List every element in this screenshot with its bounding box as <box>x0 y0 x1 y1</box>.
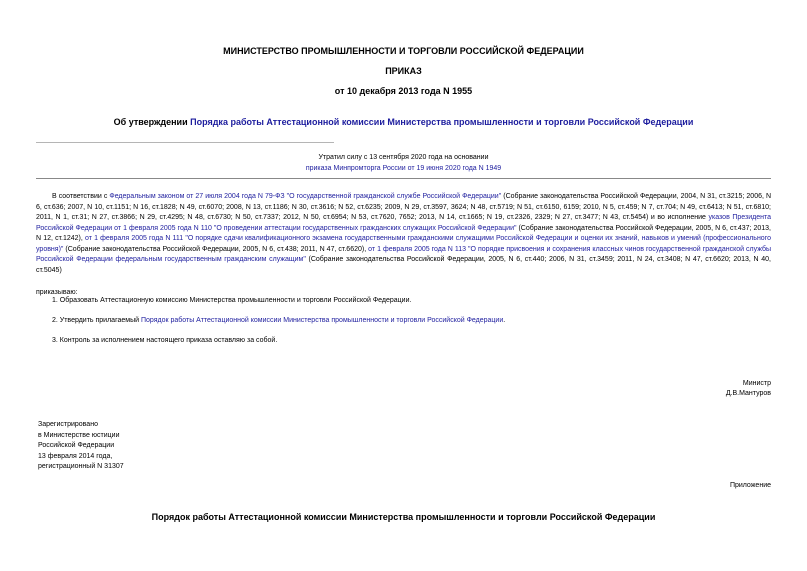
status-note-link[interactable]: приказа Минпромторга России от 19 июня 2020 года N 1949 <box>305 165 502 172</box>
registration-line-4: 13 февраля 2014 года, <box>38 452 113 460</box>
decree-110-link[interactable]: указов Президента Российской Федерации от 1 февраля 2005 года N 110 "О проведении аттестации государственных гражданских служащих Российской Федерации" <box>36 214 771 232</box>
ministry-heading: МИНИСТЕРСТВО ПРОМЫШЛЕННОСТИ И ТОРГОВЛИ РОССИЙСКОЙ ФЕДЕРАЦИИ <box>223 46 584 56</box>
registration-line-1: Зарегистрировано <box>38 421 98 428</box>
appendix-label: Приложение <box>729 482 771 489</box>
registration-line-2: в Министерстве юстиции <box>38 431 120 439</box>
order-title-prefix: Об утверждении <box>113 117 191 127</box>
item-2 <box>52 316 505 327</box>
order-date-number: от 10 декабря 2013 года N 1955 <box>334 86 473 96</box>
signature-position: Министр <box>742 380 771 387</box>
item-3: 3. Контроль за исполнением настоящего приказа оставляю за собой. <box>52 337 278 344</box>
signature-name: Д.В.Мантуров <box>725 390 771 397</box>
registration-block <box>38 420 124 473</box>
status-note-line1: Утратил силу с 13 сентября 2020 года на основании <box>318 154 489 161</box>
law-79fz-link[interactable]: Федеральным законом от 27 июля 2004 года N 79-ФЗ "О государственной гражданской службе Российской Федерации" <box>109 193 502 200</box>
registration-line-3: Российской Федерации <box>38 442 115 449</box>
order-title <box>0 117 807 127</box>
decree-111-link[interactable]: от 1 февраля 2005 года N 111 "О порядке сдачи квалификационного экзамена государственными гражданскими служащими Российской Федерации и оценки их знаний, навыков и умений (профессионального уровня)" <box>36 235 771 253</box>
preamble-text-1: В соответствии с <box>52 193 110 200</box>
preamble-text-5: (Собрание законодательства Российской Федерации, 2005, N 6, ст.440; 2006, N 31, ст.3459; 2011, N 24, ст.3408; N 47, ст.6620; 2013, N 40, ст.5045) <box>36 256 772 274</box>
item-2-prefix: 2. Утвердить прилагаемый <box>52 317 141 324</box>
order-title-link[interactable]: Порядка работы Аттестационной комиссии Министерства промышленности и торговли Российской Федерации <box>190 117 694 127</box>
divider-full <box>36 178 771 179</box>
item-1: 1. Образовать Аттестационную комиссию Министерства промышленности и торговли Российской Федерации. <box>52 297 412 304</box>
appendix-title: Порядок работы Аттестационной комиссии Министерства промышленности и торговли Российской Федерации <box>151 512 656 522</box>
doc-type-heading: ПРИКАЗ <box>385 66 422 76</box>
preamble-text-4: (Собрание законодательства Российской Федерации, 2005, N 6, ст.438; 2011, N 47, ст.6620), <box>63 245 369 253</box>
order-word: приказываю: <box>36 289 78 296</box>
divider-short <box>36 142 334 143</box>
registration-line-5: регистрационный N 31307 <box>38 463 124 470</box>
item-2-suffix: . <box>503 317 506 324</box>
preamble-paragraph <box>36 192 771 276</box>
preamble-text-2: (Собрание законодательства Российской Федерации, 2004, N 31, ст.3215; 2006, N 6, ст.636; 2007, N 10, ст.1151; N 16, ст.1828; N 49, ст.6070; 2008, N 13, ст.1186; N 30, ст.3616; N 52, ст.6235; 2009, N 29, ст.3597, 3624; N 48, ст.5719; N 51, ст.6150, 6159; 2010, N 5, ст.459; N 7, ст.704; N 49, ст.6413; N 51, ст.6810; 2011, N 1, ст.31; N 27, ст.3866; N 29, ст.4295; N 48, ст.6730; N 50, ст.7337; 2012, N 50, ст.6954; N 53, ст.7620, 7652; 2013, N 14, ст.1665; N 19, ст.2326, 2329; N 27, ст.3477; N 43, ст.5454) и во исполнение <box>36 193 772 221</box>
procedure-link[interactable]: Порядок работы Аттестационной комиссии Министерства промышленности и торговли Российской Федерации <box>140 317 504 324</box>
decree-113-link[interactable]: от 1 февраля 2005 года N 113 "О порядке присвоения и сохранения классных чинов государственной гражданской службы Российской Федерации федеральным государственным гражданским служащим" <box>36 245 771 263</box>
preamble-text-3: (Собрание законодательства Российской Федерации, 2005, N 6, ст.437; 2013, N 12, ст.1242), <box>36 224 771 242</box>
